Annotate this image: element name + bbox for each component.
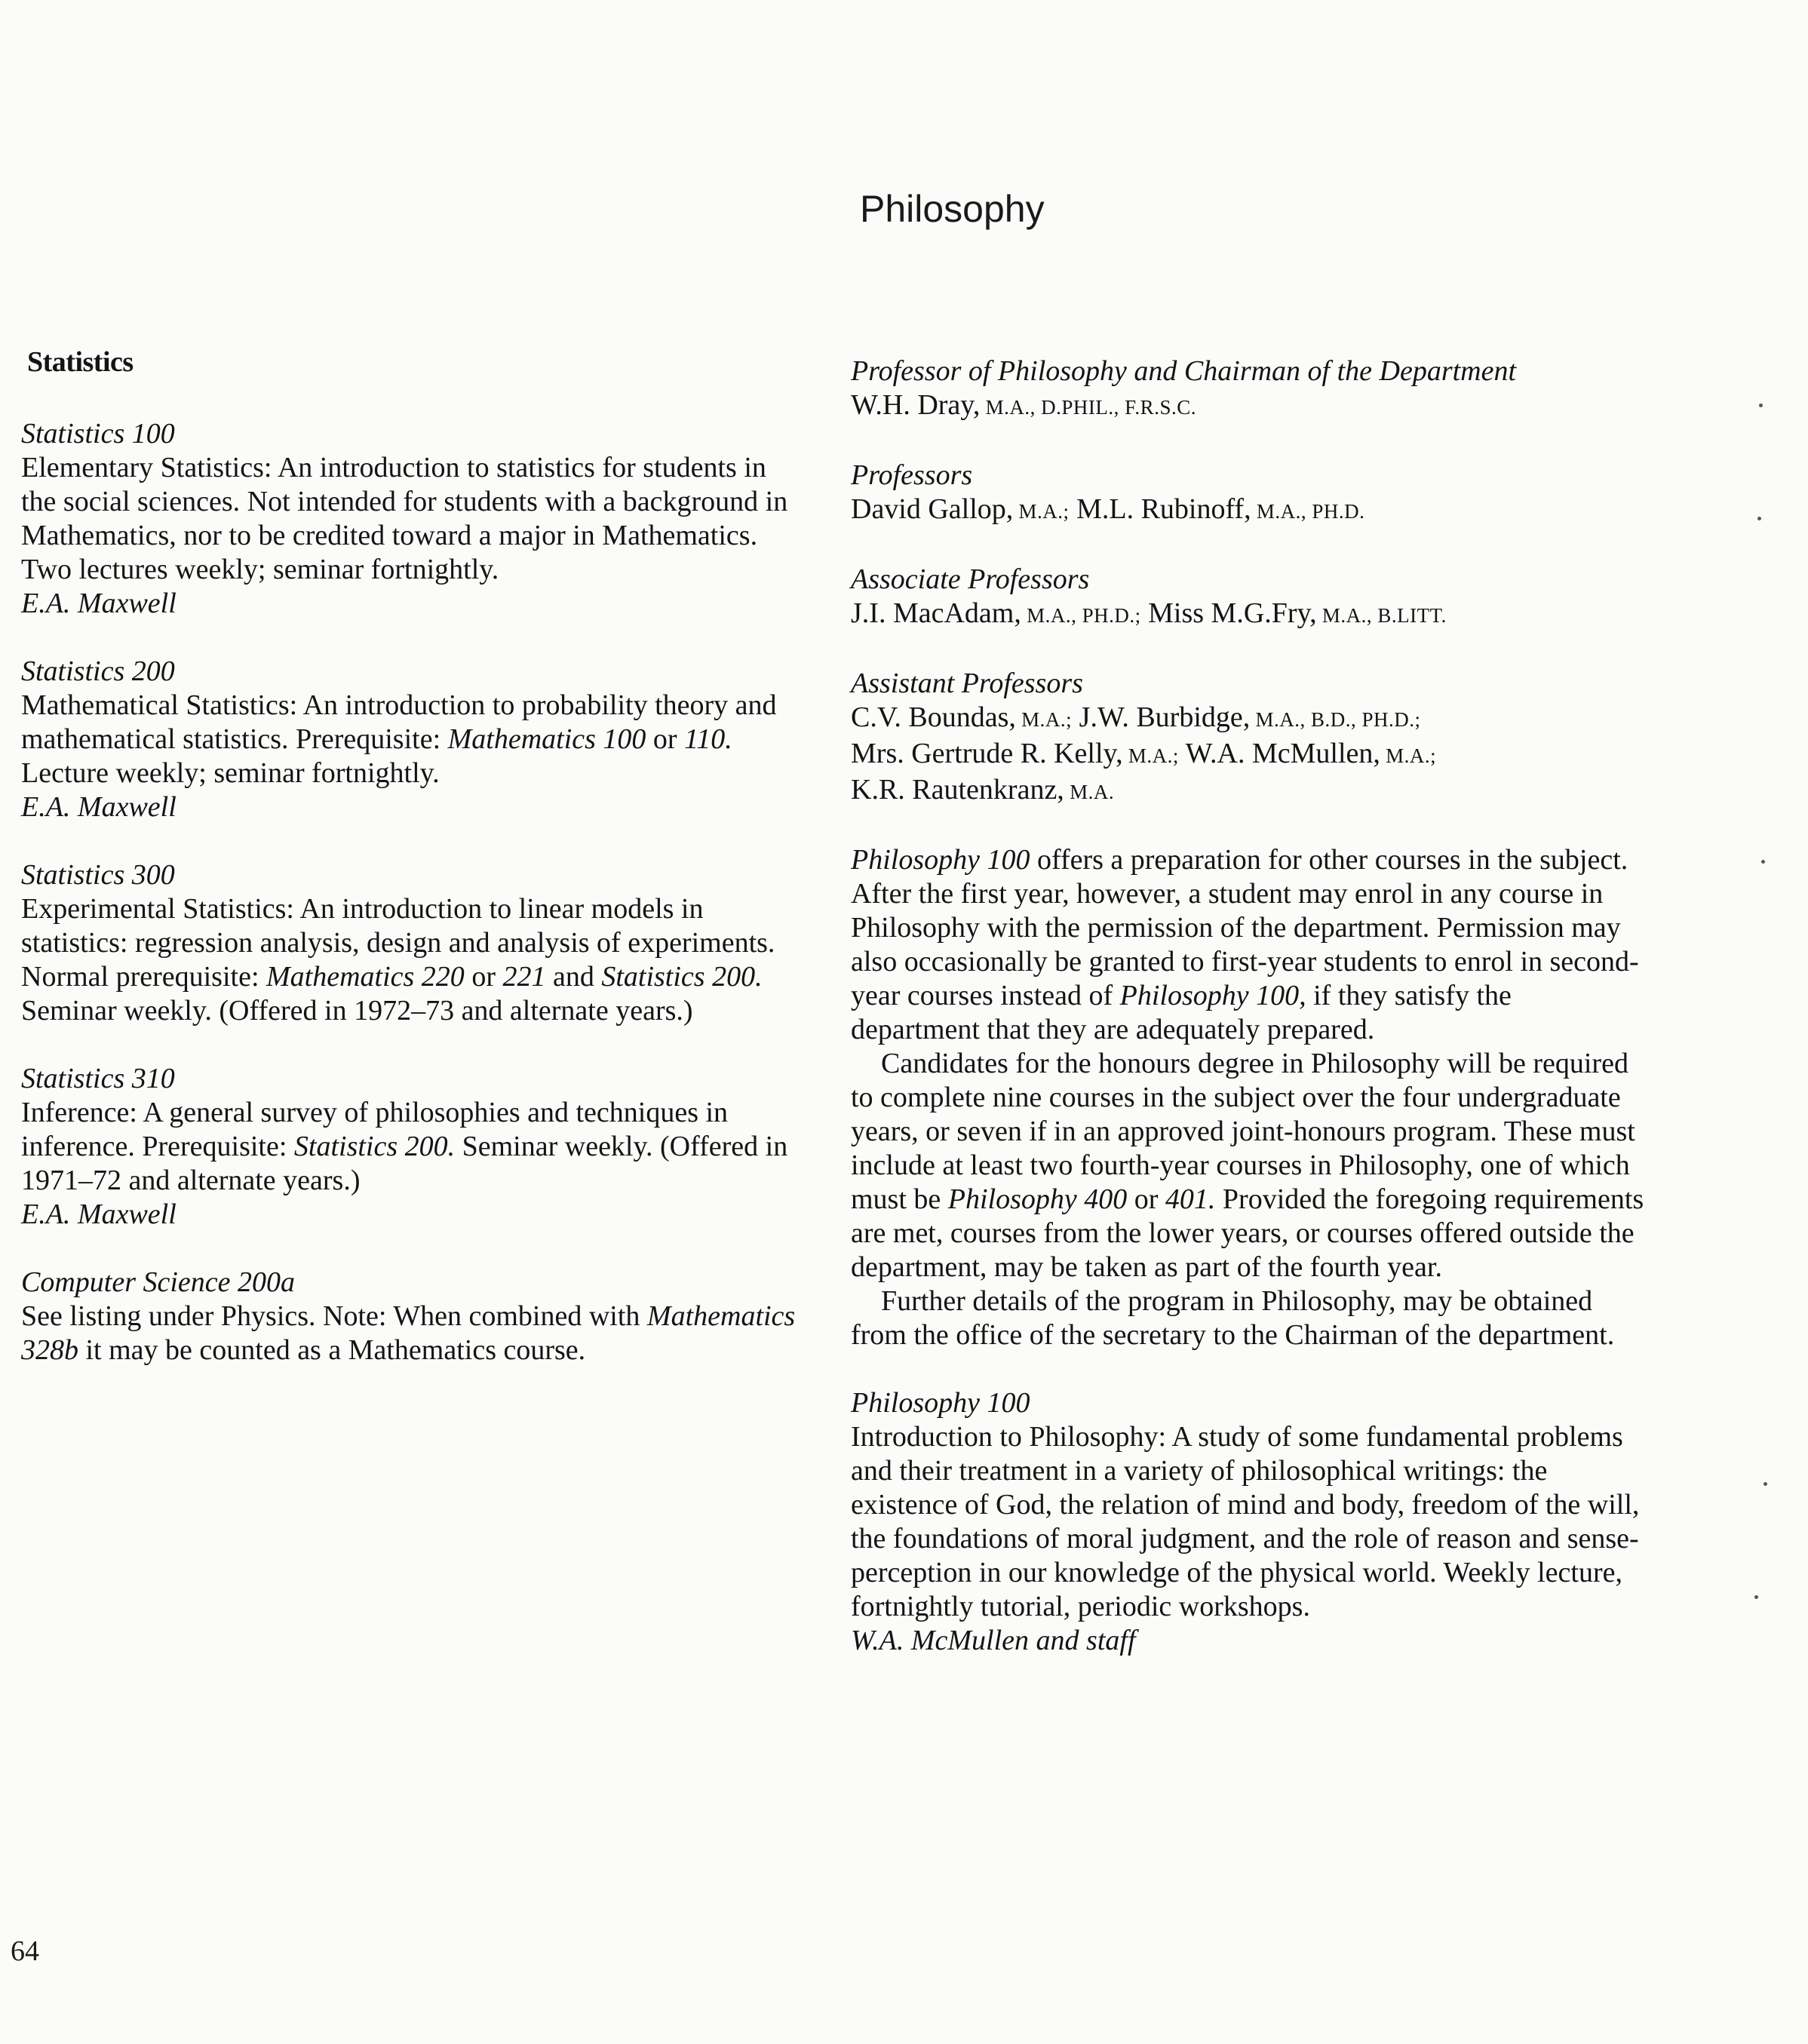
course-description: [21, 892, 806, 1028]
course-entry-statistics-100: [21, 417, 806, 621]
course-reference: Philosophy 100: [851, 844, 1030, 876]
faculty-name: Mrs. Gertrude R. Kelly,: [851, 738, 1123, 769]
course-entry-computer-science-200a: [21, 1266, 806, 1367]
associate-professors-list: [851, 597, 1647, 633]
course-code: Statistics 310: [21, 1063, 175, 1094]
faculty-name: C.V. Boundas,: [851, 701, 1016, 733]
description-text: or: [646, 723, 685, 755]
page-title: Philosophy: [860, 188, 1045, 230]
intro-paragraph-1: [851, 843, 1647, 1047]
course-entry-philosophy-100: [851, 1386, 1647, 1658]
course-description: [21, 689, 806, 790]
intro-paragraph-3: Further details of the program in Philosophy, may be obtained from the office of the secretary to the Chairman of the department.: [851, 1285, 1615, 1351]
professors-title: Professors: [851, 459, 973, 491]
faculty-degrees: M.A., B.D., PH.D.;: [1250, 708, 1421, 731]
faculty-name: J.I. MacAdam,: [851, 597, 1021, 629]
course-reference: Mathematics 328b: [21, 1300, 796, 1366]
chairman-block: [851, 354, 1647, 425]
faculty-degrees: M.A.;: [1122, 744, 1179, 767]
assistant-professors-block: [851, 667, 1647, 809]
description-text: Lecture weekly; seminar fortnightly.: [21, 757, 440, 789]
course-instructor: E.A. Maxwell: [21, 1198, 177, 1230]
course-instructor: E.A. Maxwell: [21, 791, 177, 823]
associate-professors-title: Associate Professors: [851, 563, 1090, 595]
course-code: Statistics 200: [21, 655, 175, 687]
philosophy-column: [851, 354, 1647, 1692]
course-code: Statistics 100: [21, 418, 175, 450]
course-instructor: W.A. McMullen and staff: [851, 1625, 1136, 1656]
associate-professors-block: [851, 563, 1647, 633]
course-description: Introduction to Philosophy: A study of some fundamental problems and their treatment in a variety of philosophical writings: the existence of God, the relation of mind and body, freedom of the will, the foundations of moral judgment, and the role of reason and sense-perception in our knowledge of the physical world. Weekly lecture, fortnightly tutorial, periodic workshops.: [851, 1421, 1640, 1622]
course-reference: Mathematics 220: [266, 961, 465, 993]
course-code: Computer Science 200a: [21, 1266, 296, 1298]
description-text: Experimental Statistics: An introduction to linear models in statistics: regression analysis, design and analysis of experiments. Normal prerequisite:: [21, 893, 775, 993]
faculty-name: K.R. Rautenkranz,: [851, 774, 1064, 806]
course-description: Elementary Statistics: An introduction to statistics for students in the social sciences. Not intended for students with a background in Mathematics, nor to be credited toward a major in Mathematics. Two lectures weekly; seminar fortnightly.: [21, 452, 788, 585]
scan-speck: [1757, 517, 1761, 520]
course-instructor: E.A. Maxwell: [21, 588, 177, 619]
paragraph-text: or: [1127, 1183, 1165, 1215]
faculty-degrees: M.A., D.PHIL., F.R.S.C.: [980, 396, 1196, 419]
faculty-name: M.L. Rubinoff,: [1069, 493, 1251, 525]
course-reference: 221: [502, 961, 546, 993]
chairman-name-line: [851, 388, 1647, 425]
assistant-professors-list: [851, 701, 1647, 809]
description-text: Seminar weekly. (Offered in 1972–73 and alternate years.): [21, 995, 693, 1027]
description-text: or: [464, 961, 503, 993]
course-reference: 401.: [1165, 1183, 1216, 1215]
faculty-name: David Gallop,: [851, 493, 1014, 525]
paragraph-text: Candidates for the honours degree in Philosophy will be required to complete nine courses in the subject over the four undergraduate years, or seven if in an approved joint-honours program. These must include at least two fourth-year courses in Philosophy, one of which must be: [851, 1048, 1635, 1215]
course-entry-statistics-200: [21, 655, 806, 824]
course-description: [21, 1096, 806, 1198]
faculty-degrees: M.A.;: [1013, 500, 1070, 523]
scan-speck: [1761, 860, 1765, 864]
faculty-degrees: M.A.: [1064, 781, 1115, 803]
description-text: Seminar weekly. (Offered in 1971–72 and alternate years.): [21, 1131, 788, 1196]
professors-list: [851, 493, 1647, 529]
page-number: 64: [11, 1935, 39, 1967]
paragraph-text: Provided the foregoing requirements are met, courses from the lower years, or courses offered outside the department, may be taken as part of the fourth year.: [851, 1183, 1644, 1283]
course-reference: Statistics 200.: [601, 961, 763, 993]
paragraph-text: offers a preparation for other courses in the subject. After the first year, however, a student may enrol in any course in Philosophy with the permission of the department. Permission may also occasionally be granted to first-year students to enrol in second-year courses instead of: [851, 844, 1639, 1011]
faculty-name: J.W. Burbidge,: [1072, 701, 1251, 733]
course-code: Statistics 300: [21, 859, 175, 891]
scan-speck: [1759, 404, 1763, 407]
assistant-professors-title: Assistant Professors: [851, 668, 1083, 699]
faculty-degrees: M.A.;: [1380, 744, 1437, 767]
course-reference: Philosophy 400: [947, 1183, 1128, 1215]
faculty-name: W.A. McMullen,: [1178, 738, 1380, 769]
professors-block: [851, 459, 1647, 529]
statistics-heading: Statistics: [27, 346, 134, 378]
scan-speck: [1754, 1595, 1758, 1599]
course-description: [21, 1300, 806, 1367]
course-code: Philosophy 100: [851, 1387, 1030, 1419]
statistics-column: [21, 345, 806, 1401]
faculty-degrees: M.A.;: [1015, 708, 1073, 731]
faculty-degrees: M.A., B.LITT.: [1316, 604, 1447, 627]
intro-paragraph-2: [851, 1047, 1647, 1284]
faculty-name: W.H. Dray,: [851, 389, 981, 421]
course-reference: Statistics 200.: [293, 1131, 456, 1162]
course-reference: Philosophy 100,: [1119, 980, 1306, 1011]
faculty-degrees: M.A., PH.D.;: [1021, 604, 1141, 627]
course-reference: 110.: [684, 723, 732, 755]
description-text: and: [545, 961, 602, 993]
description-text: it may be counted as a Mathematics course.: [78, 1334, 586, 1366]
chairman-title: Professor of Philosophy and Chairman of the Department: [851, 355, 1517, 387]
scan-speck: [1763, 1482, 1767, 1486]
course-entry-statistics-310: [21, 1062, 806, 1232]
faculty-name: Miss M.G.Fry,: [1140, 597, 1317, 629]
faculty-degrees: M.A., PH.D.: [1251, 500, 1365, 523]
description-text: Inference: A general survey of philosophies and techniques in inference. Prerequisite:: [21, 1097, 729, 1162]
description-text: Mathematical Statistics: An introduction to probability theory and mathematical statistics. Prerequisite:: [21, 689, 777, 755]
paragraph-text: if they satisfy the department that they are adequately prepared.: [851, 980, 1512, 1045]
program-description: [851, 843, 1647, 1352]
course-entry-statistics-300: [21, 858, 806, 1028]
course-reference: Mathematics 100: [447, 723, 646, 755]
description-text: See listing under Physics. Note: When combined with: [21, 1300, 647, 1332]
